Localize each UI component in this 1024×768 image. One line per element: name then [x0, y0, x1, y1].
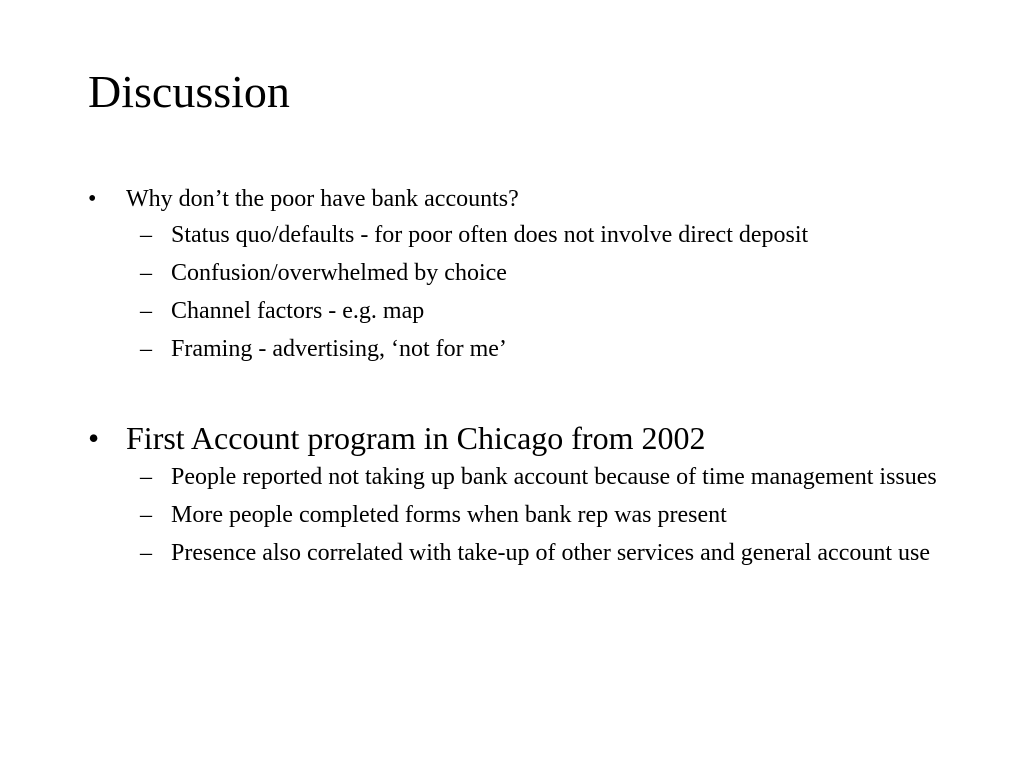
bullet-text: Why don’t the poor have bank accounts?	[126, 186, 519, 212]
sub-bullet-marker: –	[140, 540, 152, 566]
bullet-item	[88, 418, 948, 568]
sub-bullet-item	[88, 500, 948, 530]
sub-bullet-item	[88, 462, 948, 492]
sub-bullet-text: Channel factors - e.g. map	[171, 298, 425, 324]
sub-bullet-text: Framing - advertising, ‘not for me’	[171, 336, 507, 362]
sub-bullet-marker: –	[140, 222, 152, 248]
bullet-text: First Account program in Chicago from 2002	[126, 420, 706, 456]
sub-bullet-item	[88, 220, 948, 250]
sub-bullet-marker: –	[140, 260, 152, 286]
sub-bullet-list	[88, 220, 948, 364]
slide-title: Discussion	[88, 66, 290, 117]
sub-bullet-text: Confusion/overwhelmed by choice	[171, 260, 507, 286]
sub-bullet-marker: –	[140, 336, 152, 362]
sub-bullet-text: Presence also correlated with take-up of other services and general account use	[171, 540, 930, 566]
bullet-item	[88, 182, 948, 364]
sub-bullet-item	[88, 258, 948, 288]
sub-bullet-marker: –	[140, 298, 152, 324]
sub-bullet-item	[88, 538, 948, 568]
bullet-line	[88, 418, 948, 458]
sub-bullet-text: More people completed forms when bank rep was present	[171, 502, 727, 528]
sub-bullet-text: Status quo/defaults - for poor often does not involve direct deposit	[171, 222, 809, 248]
bullet-line	[88, 182, 948, 216]
sub-bullet-item	[88, 296, 948, 326]
sub-bullet-item	[88, 334, 948, 364]
bullet-marker: •	[88, 186, 97, 212]
bullet-marker: •	[88, 420, 100, 456]
sub-bullet-marker: –	[140, 464, 152, 490]
sub-bullet-list	[88, 462, 948, 568]
sub-bullet-marker: –	[140, 502, 152, 528]
sub-bullet-text: People reported not taking up bank account because of time management issues	[171, 464, 937, 490]
